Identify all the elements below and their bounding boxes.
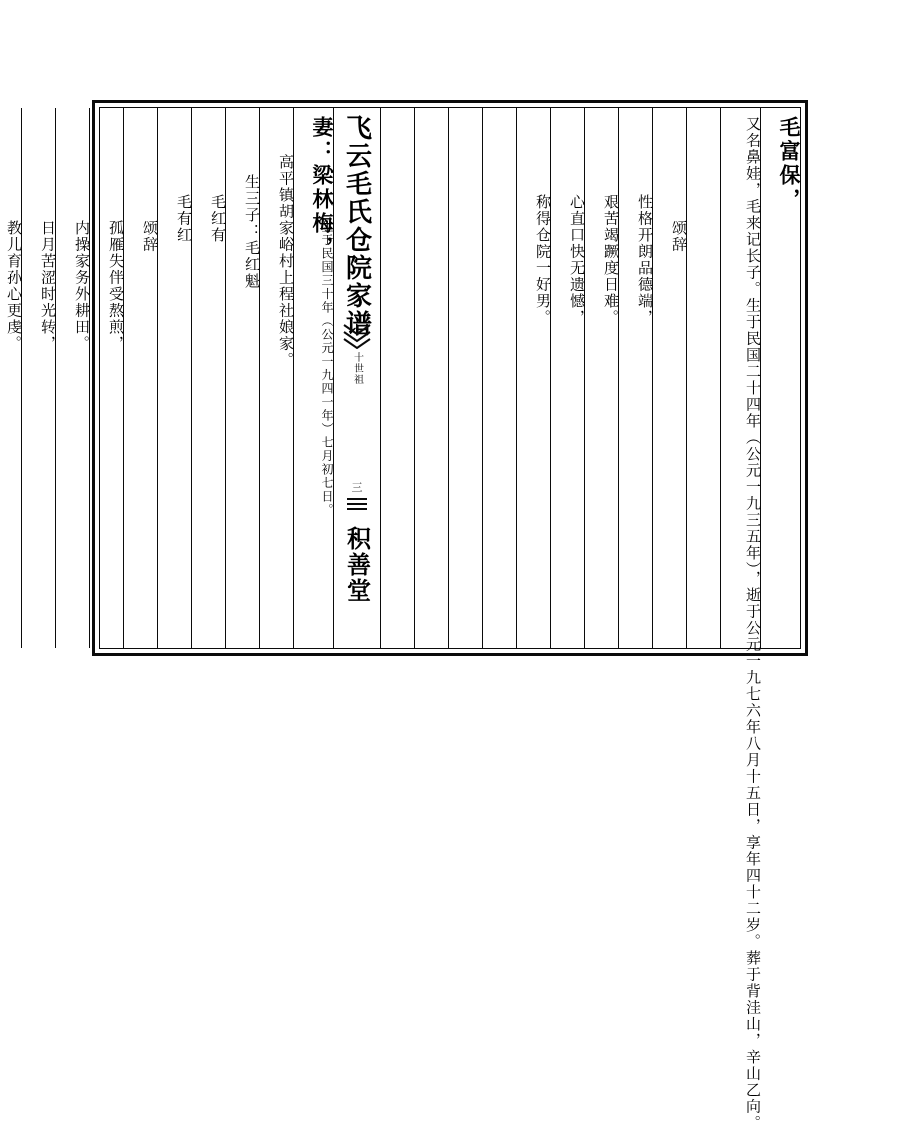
page-frame-inner xyxy=(5,107,802,1132)
person-biography: 又名鼻娃，毛来记长子。生于民国二十四年（公元一九三五年），逝于公元一九七六年八月十五日，享年四十二岁。葬于背洼山，辛山乙向。 xyxy=(744,116,762,1132)
column-person-biography xyxy=(720,108,762,1132)
column-eulogy-line-r2 xyxy=(584,108,618,648)
eulogy-line: 教儿育孙心更虔。 xyxy=(5,220,23,352)
children-label-text: 生三子： xyxy=(243,174,261,240)
column-child-3 xyxy=(157,108,191,648)
child-name-3: 毛有红 xyxy=(175,194,193,244)
wife-detail: 生于民国三十年（公元一九四一年）七月初七日。 xyxy=(320,220,334,517)
eulogy-heading-left: 颂辞 xyxy=(141,220,159,253)
column-spacer-r1 xyxy=(686,108,720,648)
wife-label: 妻： xyxy=(310,116,335,164)
column-eulogy-line-l4 xyxy=(0,108,21,648)
column-eulogy-heading-right xyxy=(652,108,686,648)
column-eulogy-line-l1 xyxy=(89,108,123,648)
person-name: 毛富保， xyxy=(777,116,802,212)
child-name-2: 毛红有 xyxy=(209,194,227,244)
eulogy-line: 称得仓院一好男。 xyxy=(534,194,552,326)
svg-text:三: 三 xyxy=(351,481,363,494)
ornament-chevron-icon xyxy=(342,323,372,349)
column-person-name xyxy=(760,108,800,648)
children-label xyxy=(226,174,259,290)
column-eulogy-line-l2 xyxy=(55,108,89,648)
eulogy-line: 内操家务外耕田。 xyxy=(73,220,91,352)
column-wife-origin xyxy=(259,108,293,648)
wife-origin: 高平镇胡家峪村上程社娘家。 xyxy=(277,154,295,369)
child-name-1: 毛红魁 xyxy=(243,240,261,290)
eulogy-line: 艰苦竭蹶度日难。 xyxy=(602,194,620,326)
column-spacer-r2 xyxy=(482,108,516,648)
column-spacer-r4 xyxy=(414,108,448,648)
column-eulogy-line-l3 xyxy=(21,108,55,648)
title-generation-label: 十世祖 xyxy=(351,352,363,385)
column-wife-name xyxy=(293,108,333,648)
column-eulogy-line-r4 xyxy=(516,108,550,648)
column-eulogy-line-r1 xyxy=(618,108,652,648)
column-child-2 xyxy=(191,108,225,648)
wife-name-text: 梁林梅， xyxy=(310,164,335,260)
page-frame xyxy=(5,100,808,1132)
column-children-label xyxy=(225,108,259,648)
eulogy-line: 日月苦涩时光转， xyxy=(39,220,57,352)
eulogy-line: 心直口快无遗憾， xyxy=(568,194,586,326)
column-eulogy-line-r3 xyxy=(550,108,584,648)
column-spacer-r3 xyxy=(448,108,482,648)
column-title xyxy=(333,108,380,648)
eulogy-line: 孤雁失伴受熬煎， xyxy=(107,220,125,352)
column-spacer-r5 xyxy=(380,108,414,648)
eulogy-line: 性格开朗品德端， xyxy=(636,194,654,326)
page-title: 飞云毛氏仓院家谱 xyxy=(341,114,372,338)
hall-name: 积善堂 xyxy=(342,526,372,604)
column-eulogy-heading-left xyxy=(123,108,157,648)
column-grid xyxy=(5,108,802,1132)
eulogy-heading-right: 颂辞 xyxy=(670,220,688,253)
page-number-ornament xyxy=(344,480,370,514)
